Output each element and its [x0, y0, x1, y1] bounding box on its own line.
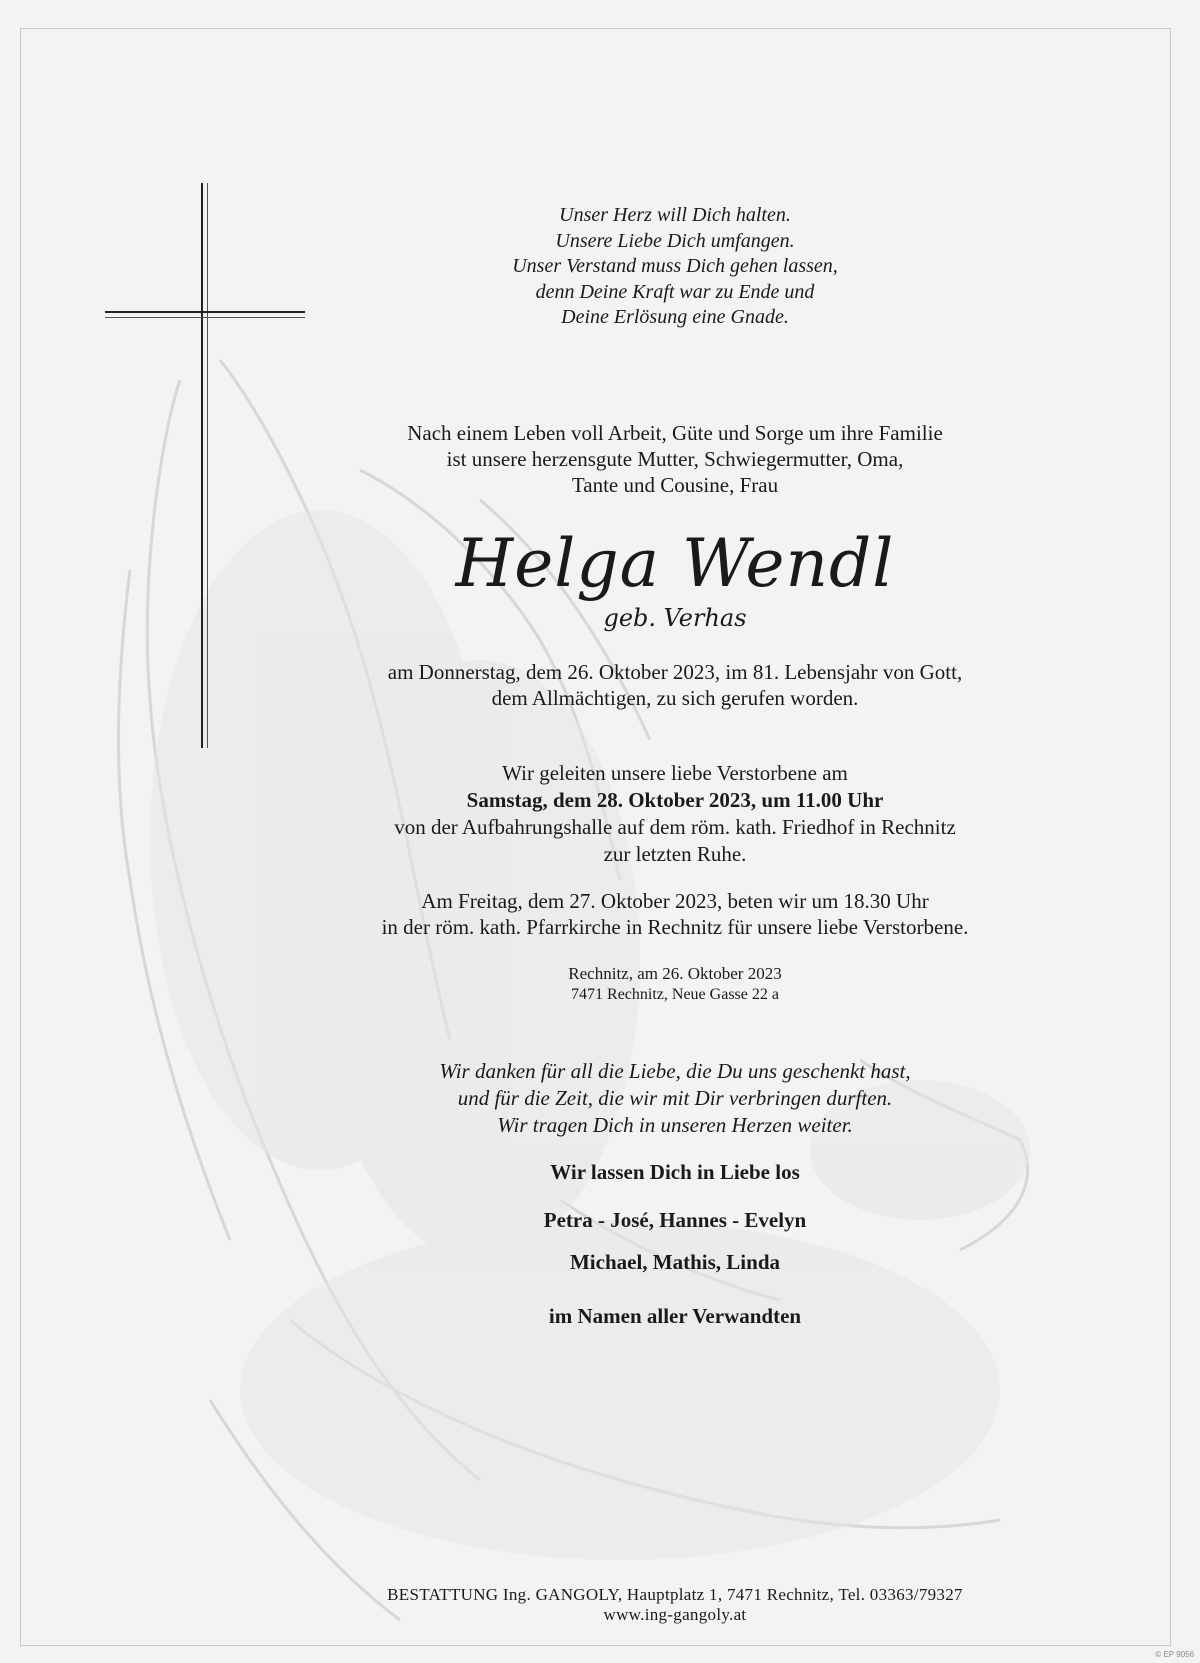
- poem-line: Deine Erlösung eine Gnade.: [561, 306, 789, 328]
- birth-name: geb. Verhas: [603, 604, 747, 632]
- poem-line: Unser Verstand muss Dich gehen lassen,: [512, 255, 838, 277]
- intro-line: ist unsere herzensgute Mutter, Schwiegermutter, Oma,: [446, 447, 904, 471]
- death-line: am Donnerstag, dem 26. Oktober 2023, im 81. Lebensjahr von Gott,: [387, 660, 963, 684]
- website-link[interactable]: www.ing-gangoly.at: [603, 1605, 747, 1624]
- signature-line: Wir lassen Dich in Liebe los: [550, 1160, 800, 1184]
- signature-line: Petra - José, Hannes - Evelyn: [543, 1208, 807, 1232]
- place-date: Rechnitz, am 26. Oktober 2023: [568, 964, 782, 983]
- thanks-line: und für die Zeit, die wir mit Dir verbringen durften.: [457, 1086, 893, 1110]
- signature-line: Michael, Mathis, Linda: [569, 1250, 780, 1274]
- death-notice: [240, 659, 1110, 711]
- prayer-info: [240, 888, 1110, 940]
- funeral-line: von der Aufbahrungshalle auf dem röm. kath. Friedhof in Rechnitz: [394, 815, 956, 839]
- intro-line: Tante und Cousine, Frau: [571, 473, 779, 497]
- funeral-date: Samstag, dem 28. Oktober 2023, um 11.00 Uhr: [466, 788, 884, 812]
- intro-line: Nach einem Leben voll Arbeit, Güte und Sorge um ihre Familie: [407, 421, 943, 445]
- print-code: © EP 9056: [1155, 1650, 1194, 1659]
- funeral-line: zur letzten Ruhe.: [603, 842, 747, 866]
- poem-line: denn Deine Kraft war zu Ende und: [535, 280, 815, 303]
- place-and-date: [240, 963, 1110, 1005]
- thanks-line: Wir danken für all die Liebe, die Du uns geschenkt hast,: [439, 1059, 911, 1083]
- funeral-line: Wir geleiten unsere liebe Verstorbene am: [502, 761, 848, 785]
- prayer-line: in der röm. kath. Pfarrkirche in Rechnitz für unsere liebe Verstorbene.: [381, 915, 969, 939]
- funeral-info: [240, 760, 1110, 868]
- footer: [240, 1585, 1110, 1625]
- signature-line: im Namen aller Verwandten: [548, 1304, 802, 1328]
- death-line: dem Allmächtigen, zu sich gerufen worden.: [491, 686, 859, 710]
- poem: [240, 203, 1110, 331]
- poem-line: Unsere Liebe Dich umfangen.: [555, 229, 795, 252]
- prayer-line: Am Freitag, dem 27. Oktober 2023, beten wir um 18.30 Uhr: [421, 889, 929, 913]
- thanks-line: Wir tragen Dich in unseren Herzen weiter.: [497, 1113, 853, 1137]
- poem-line: Unser Herz will Dich halten.: [559, 204, 791, 226]
- thanks-text: [240, 1058, 1110, 1139]
- funeral-home: BESTATTUNG Ing. GANGOLY, Hauptplatz 1, 7471 Rechnitz, Tel. 03363/79327: [387, 1585, 963, 1604]
- intro-text: [240, 420, 1110, 498]
- deceased-name: Helga Wendl: [455, 525, 895, 602]
- address: 7471 Rechnitz, Neue Gasse 22 a: [571, 986, 779, 1003]
